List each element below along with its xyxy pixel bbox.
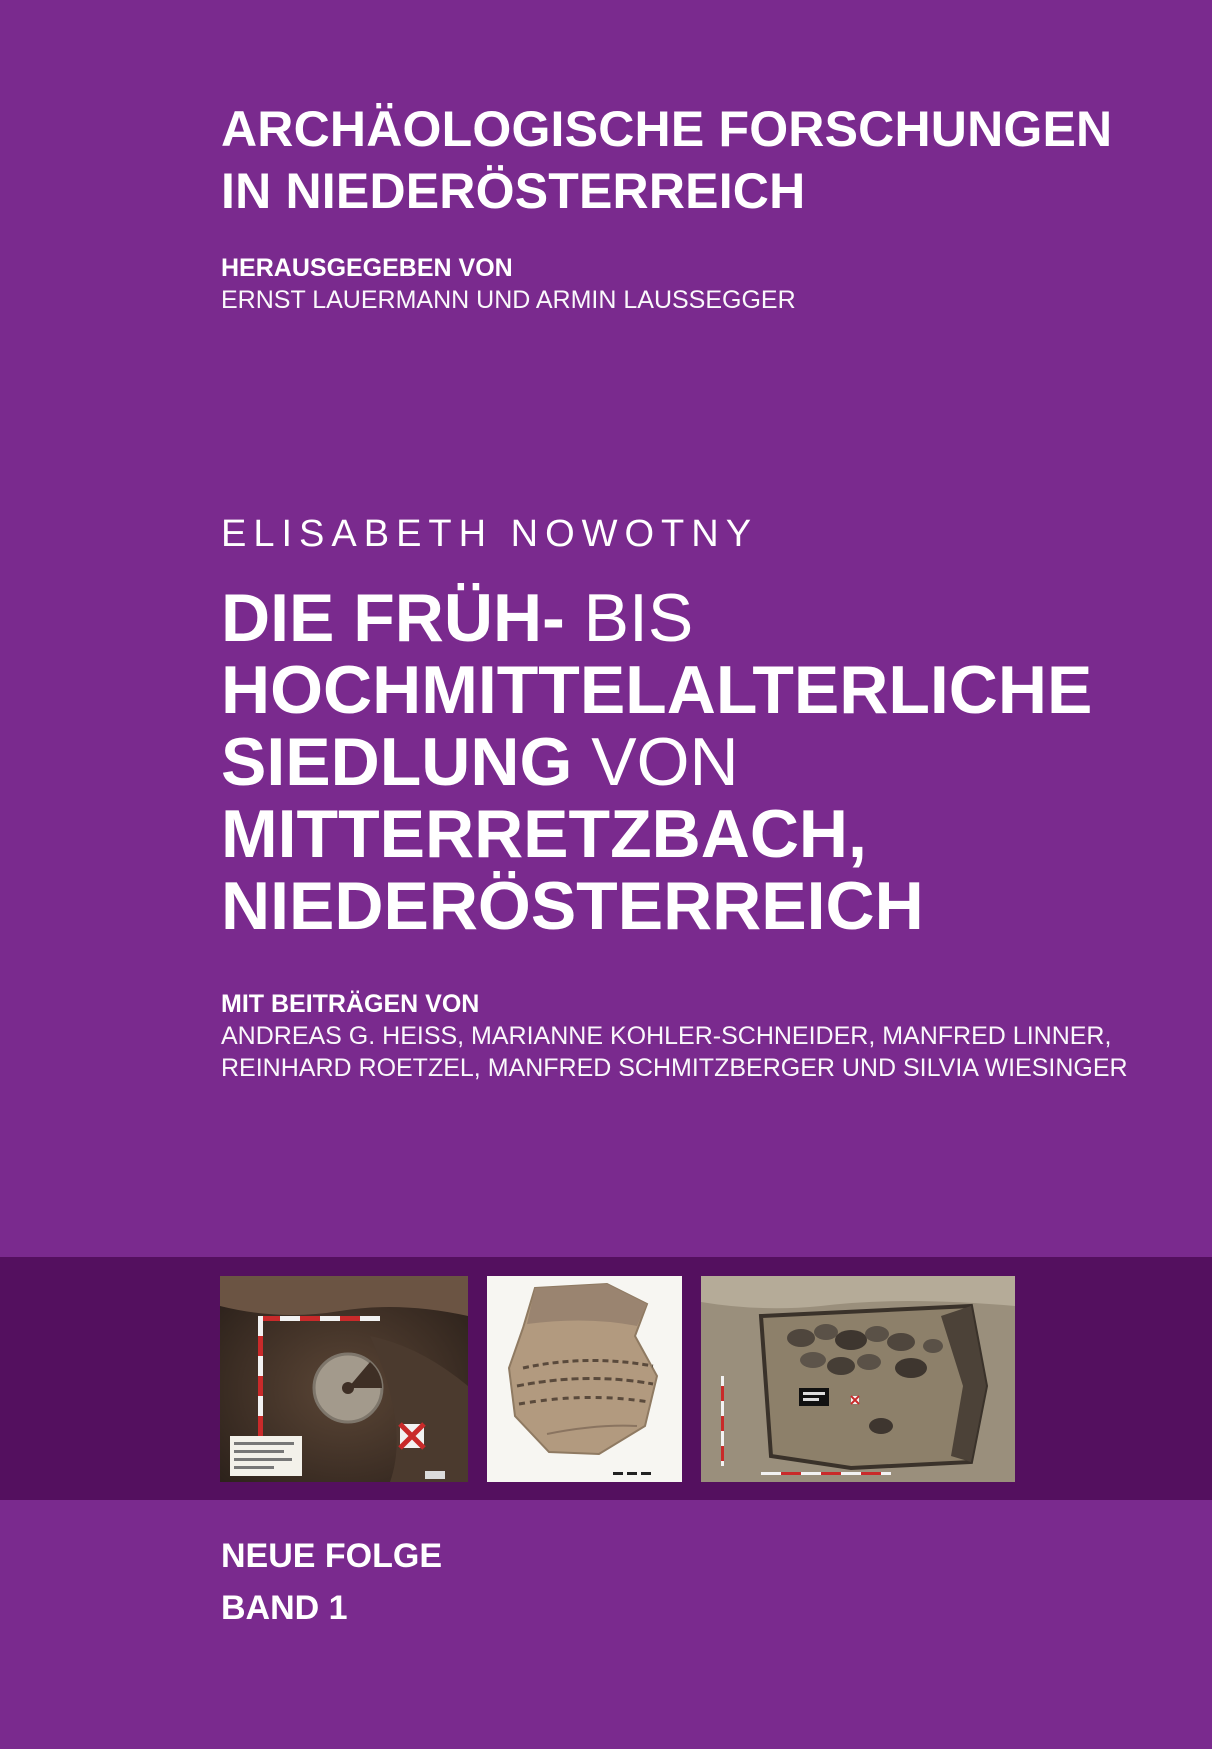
series-number-block xyxy=(221,1530,1152,1634)
series-title-line-1: ARCHÄOLOGISCHE FORSCHUNGEN xyxy=(221,101,1113,157)
title-regular-part: VON xyxy=(572,724,739,800)
contributors-label: MIT BEITRÄGEN VON xyxy=(221,990,480,1018)
editors-names: ERNST LAUERMANN UND ARMIN LAUSSEGGER xyxy=(221,286,796,314)
author-name: ELISABETH NOWOTNY xyxy=(221,513,759,555)
editors-label: HERAUSGEGEBEN VON xyxy=(221,254,513,282)
pottery-sherd-photo xyxy=(487,1276,682,1482)
excavation-pit-photo xyxy=(701,1276,1015,1482)
book-title-line-3 xyxy=(221,726,1152,798)
contributors-line-1: ANDREAS G. HEISS, MARIANNE KOHLER-SCHNEIDER, MANFRED LINNER, xyxy=(221,1022,1112,1050)
book-title xyxy=(221,582,1152,942)
series-title xyxy=(221,98,1152,222)
series-subtitle: NEUE FOLGE xyxy=(221,1537,443,1575)
book-title-line-2: HOCHMITTELALTERLICHE xyxy=(221,652,1093,728)
series-title-line-2: IN NIEDERÖSTERREICH xyxy=(221,163,806,219)
book-title-line-1 xyxy=(221,582,1152,654)
title-bold-part: DIE FRÜH- xyxy=(221,580,565,656)
title-bold-part: SIEDLUNG xyxy=(221,724,573,800)
book-title-line-4: MITTERRETZBACH, xyxy=(221,796,867,872)
title-regular-part: BIS xyxy=(564,580,694,656)
volume-number: BAND 1 xyxy=(221,1589,348,1627)
excavation-millstone-photo xyxy=(220,1276,468,1482)
book-title-line-5: NIEDERÖSTERREICH xyxy=(221,868,924,944)
editors-block xyxy=(221,252,1152,316)
contributors-line-2: REINHARD ROETZEL, MANFRED SCHMITZBERGER UND SILVIA WIESINGER xyxy=(221,1054,1128,1082)
contributors-block xyxy=(221,988,1152,1084)
